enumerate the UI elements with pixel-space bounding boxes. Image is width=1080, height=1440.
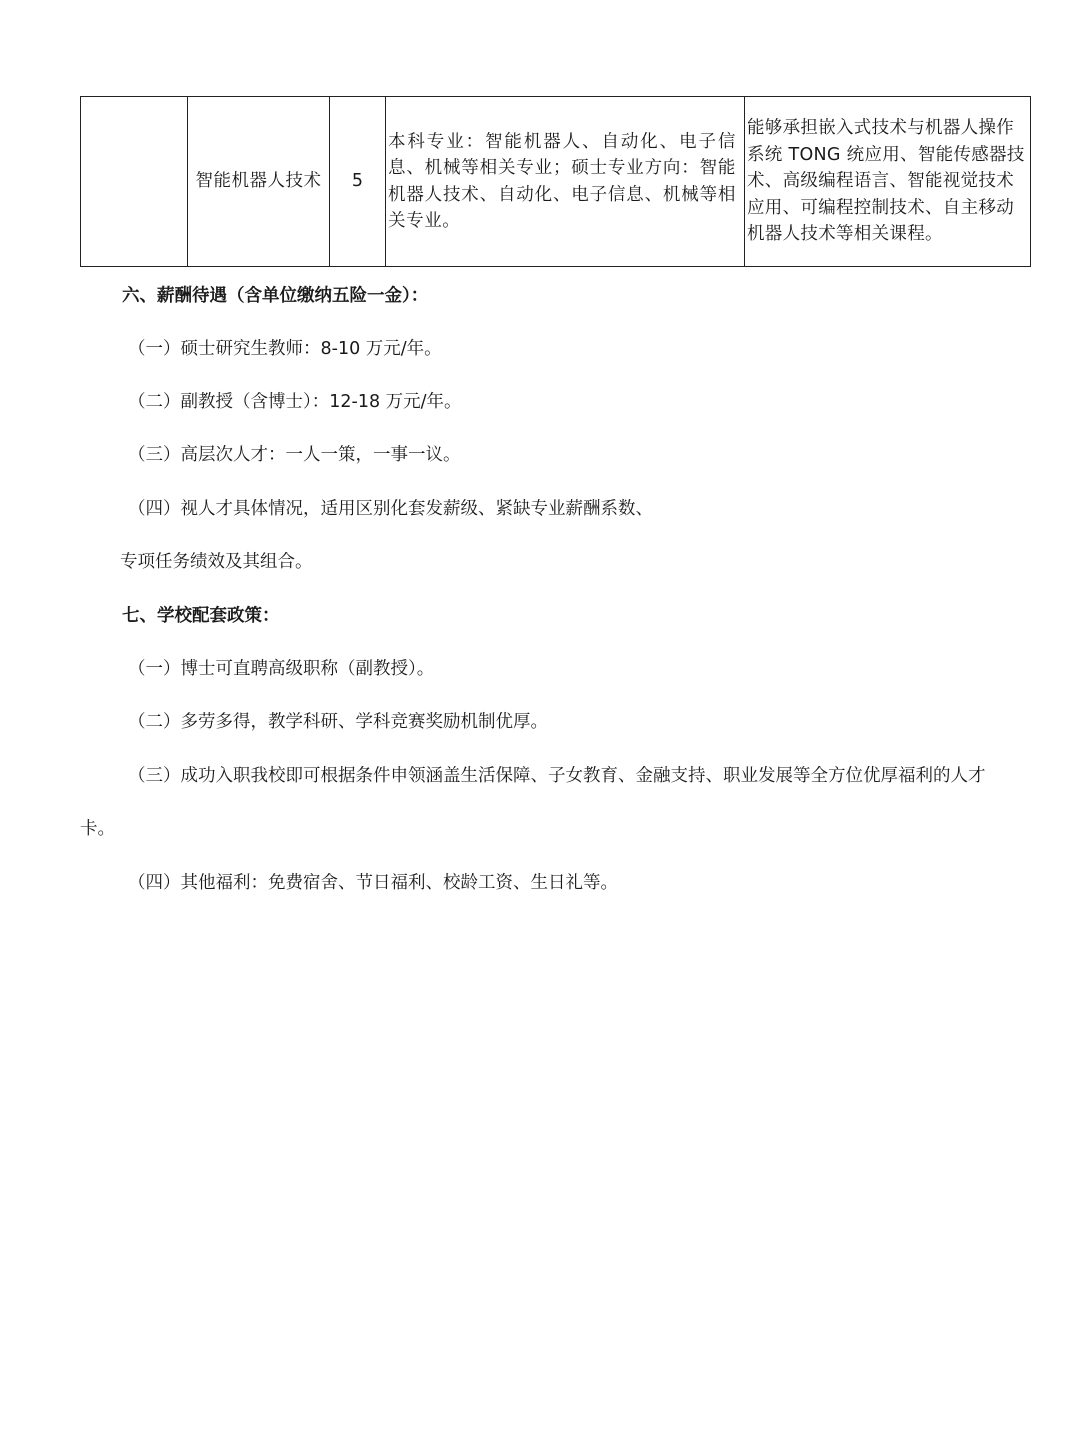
policy-item-1: （一）博士可直聘高级职称（副教授）。 (128, 659, 435, 679)
headcount-cell: 5 (330, 97, 386, 267)
position-table (80, 96, 1031, 267)
salary-item-3: （三）高层次人才：一人一策，一事一议。 (128, 445, 461, 465)
salary-item-4-line-2: 专项任务绩效及其组合。 (120, 552, 313, 572)
salary-item-2: （二）副教授（含博士）：12-18 万元/年。 (128, 392, 462, 412)
policy-item-2: （二）多劳多得，教学科研、学科竞赛奖励机制优厚。 (128, 712, 548, 732)
policy-item-4: （四）其他福利：免费宿舍、节日福利、校龄工资、生日礼等。 (128, 873, 618, 893)
salary-item-4-line-1: （四）视人才具体情况，适用区别化套发薪级、紧缺专业薪酬系数、 (128, 499, 653, 519)
category-cell (81, 97, 188, 267)
duties-text: 能够承担嵌入式技术与机器人操作系统 TONG 统应用、智能传感器技术、高级编程语言、智能视觉技术应用、可编程控制技术、自主移动机器人技术等相关课程。 (747, 118, 1025, 245)
duties-cell (745, 97, 1031, 267)
policy-item-3-line-2: 卡。 (80, 819, 115, 839)
policy-item-3-line-1: （三）成功入职我校即可根据条件申领涵盖生活保障、子女教育、金融支持、职业发展等全方位优厚福利的人才 (128, 766, 986, 786)
requirements-cell (386, 97, 745, 267)
table-row (81, 97, 1031, 267)
position-name-cell: 智能机器人技术 (188, 97, 330, 267)
section-7-heading: 七、学校配套政策： (122, 606, 280, 626)
section-6-heading: 六、薪酬待遇（含单位缴纳五险一金）： (122, 286, 429, 306)
salary-item-1: （一）硕士研究生教师：8-10 万元/年。 (128, 339, 442, 359)
requirements-text: 本科专业：智能机器人、自动化、电子信息、机械等相关专业；硕士专业方向：智能机器人技术、自动化、电子信息、机械等相关专业。 (388, 131, 736, 231)
